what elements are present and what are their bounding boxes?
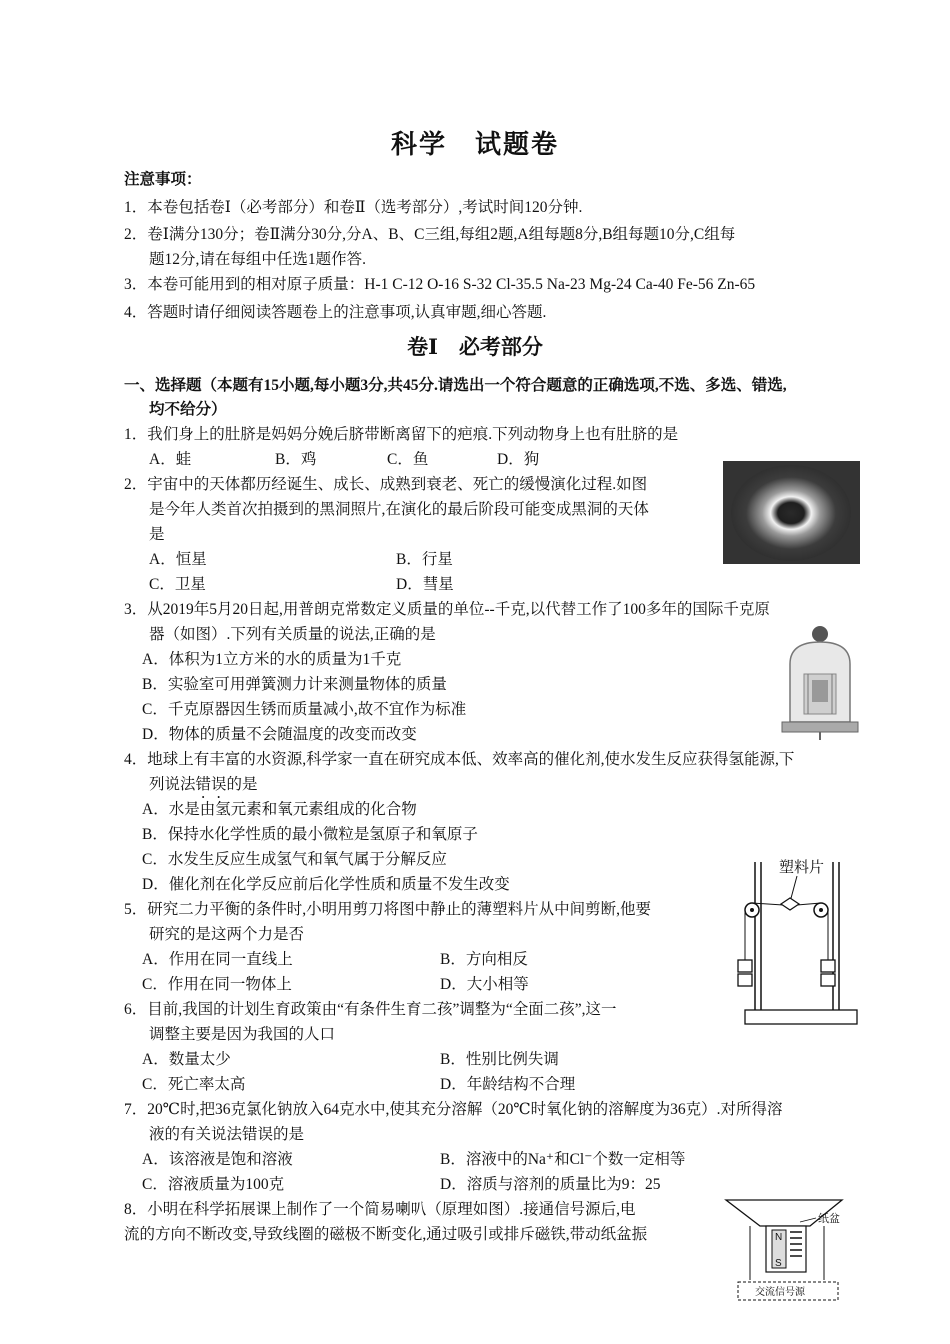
q5-option-d: D．大小相等 [440,976,529,993]
cone-label: 纸盆 [818,1213,840,1225]
q1-option-a: A．蛙 [149,451,192,468]
q3-stem-1: 3．从2019年5月20日起,用普朗克常数定义质量的单位--千克,以代替工作了100多年的国际千克原 [124,601,770,618]
q4-option-b: B．保持水化学性质的最小微粒是氢原子和氧原子 [142,826,478,843]
signal-source-label: 交流信号源 [755,1287,805,1298]
q3-option-b: B．实验室可用弹簧测力计来测量物体的质量 [142,676,447,693]
q6-stem-1: 6．目前,我国的计划生育政策由“有条件生育二孩”调整为“全面二孩”,这一 [124,1001,617,1018]
black-hole-image [723,461,860,564]
plastic-sheet-label: 塑料片 [779,860,825,876]
north-pole-label: N [775,1232,783,1243]
q1-option-d: D．狗 [497,451,540,468]
q5-stem-1: 5．研究二力平衡的条件时,小明用剪刀将图中静止的薄塑料片从中间剪断,他要 [124,901,652,918]
q7-stem-2a: 液的有关说法 [149,1126,243,1143]
q1-option-b: B．鸡 [275,451,317,468]
note-2: 2．卷Ⅰ满分130分；卷Ⅱ满分30分,分A、B、C三组,每组2题,A组每题8分,B组每题10分,C组每 [124,226,736,243]
q2-option-b: B．行星 [396,551,453,568]
q7-stem-1: 7．20℃时,把36克氯化钠放入64克水中,使其充分溶解（20℃时氧化钠的溶解度为36克）.对所得溶 [124,1101,783,1118]
q4-emphasis: 错误 [195,776,227,793]
q4-stem-2a: 列说法 [149,776,196,793]
q7-emphasis: 错误 [242,1126,274,1143]
note-4: 4．答题时请仔细阅读答题卷上的注意事项,认真审题,细心答题. [124,304,547,321]
q3-stem-2: 器（如图）.下列有关质量的说法,正确的是 [149,626,436,643]
q3-option-d: D．物体的质量不会随温度的改变而改变 [142,726,417,743]
q6-option-b: B．性别比例失调 [440,1051,559,1068]
q1-option-c: C．鱼 [387,451,429,468]
q1-stem: 1．我们身上的肚脐是妈妈分娩后脐带断离留下的疤痕.下列动物身上也有肚脐的是 [124,426,679,443]
part1-heading: 一、选择题（本题有15小题,每小题3分,共45分.请选出一个符合题意的正确选项,不选、多选、错选, [124,377,787,394]
q4-option-d: D．催化剂在化学反应前后化学性质和质量不发生改变 [142,876,510,893]
q5-option-a: A．作用在同一直线上 [142,951,293,968]
q4-stem-1: 4．地球上有丰富的水资源,科学家一直在研究成本低、效率高的催化剂,使水发生反应获得氢能源,下 [124,751,795,768]
q7-option-b: B．溶液中的Na⁺和Cl⁻个数一定相等 [440,1151,686,1168]
q2-option-d: D．彗星 [396,576,454,593]
part1-heading-cont: 均不给分） [149,401,227,418]
q2-stem-3: 是 [149,526,165,543]
note-2-cont: 题12分,请在每组中任选1题作答. [149,251,367,268]
q2-stem-2: 是今年人类首次拍摄到的黑洞照片,在演化的最后阶段可能变成黑洞的天体 [149,501,649,518]
q6-option-c: C．死亡率太高 [142,1076,246,1093]
q7-stem-2b: 的是 [273,1126,305,1143]
q3-option-a: A．体积为1立方米的水的质量为1千克 [142,651,402,668]
q7-option-d: D．溶质与溶剂的质量比为9：25 [440,1176,661,1193]
q5-stem-2: 研究的是这两个力是否 [149,926,305,943]
q4-option-a: A．水是由氢元素和氧元素组成的化合物 [142,801,417,818]
q7-option-c: C．溶液质量为100克 [142,1176,285,1193]
q7-stem-2 [149,1122,304,1144]
speaker-diagram [720,1196,860,1308]
q2-option-a: A．恒星 [149,551,207,568]
q2-option-c: C．卫星 [149,576,206,593]
south-pole-label: S [775,1258,782,1269]
q4-option-c: C．水发生反应生成氢气和氧气属于分解反应 [142,851,447,868]
q5-option-c: C．作用在同一物体上 [142,976,292,993]
q6-stem-2: 调整主要是因为我国的人口 [149,1026,336,1043]
section-title: 卷Ⅰ 必考部分 [407,335,543,359]
q2-stem-1: 2．宇宙中的天体都历经诞生、成长、成熟到衰老、死亡的缓慢演化过程.如图 [124,476,648,493]
q3-option-c: C．千克原器因生锈而质量减小,故不宜作为标准 [142,701,467,718]
notes-heading: 注意事项： [124,171,202,188]
q8-stem-2: 流的方向不断改变,导致线圈的磁极不断变化,通过吸引或排斥磁铁,带动纸盆振 [124,1226,648,1243]
exam-title: 科学 试题卷 [390,130,559,159]
note-1: 1．本卷包括卷Ⅰ（必考部分）和卷Ⅱ（选考部分）,考试时间120分钟. [124,199,583,216]
note-3: 3．本卷可能用到的相对原子质量：H-1 C-12 O-16 S-32 Cl-35.5 Na-23 Mg-24 Ca-40 Fe-56 Zn-65 [124,276,756,293]
q5-option-b: B．方向相反 [440,951,528,968]
force-balance-apparatus [735,852,865,1032]
q7-option-a: A．该溶液是饱和溶液 [142,1151,293,1168]
q4-stem-2b: 的是 [226,776,258,793]
q6-option-d: D．年龄结构不合理 [440,1076,576,1093]
kilogram-prototype-image [776,624,862,742]
q6-option-a: A．数量太少 [142,1051,231,1068]
q8-stem-1: 8．小明在科学拓展课上制作了一个简易喇叭（原理如图）.接通信号源后,电 [124,1201,636,1218]
